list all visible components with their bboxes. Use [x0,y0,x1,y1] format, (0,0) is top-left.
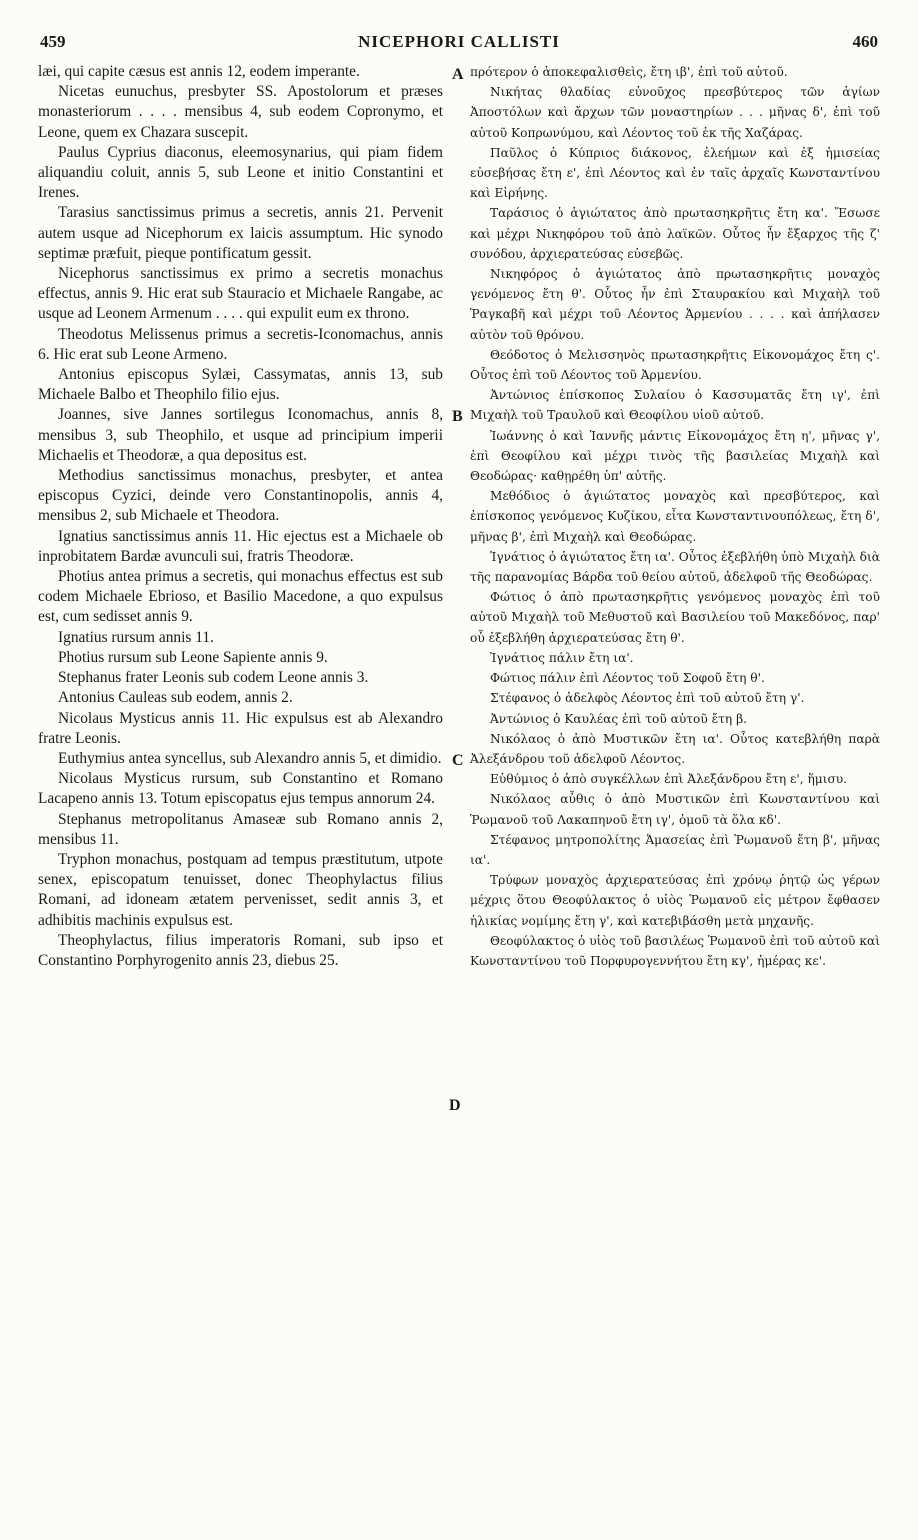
latin-paragraph: Tryphon monachus, postquam ad tempus præstitutum, utpote senex, episcopatum tenuisset, donec Theophylactus filius Romani, ad idoneam ætatem pervenisset, sedit annis 3, et adhibitis machinis expulsus est. [38,850,443,929]
greek-paragraph: Ἰγνάτιος ὁ ἁγιώτατος ἔτη ια'. Οὗτος ἐξεβλήθη ὑπὸ Μιχαὴλ διὰ τῆς παρανομίας Βάρδα τοῦ θείου αὐτοῦ, ἀδελφοῦ τῆς Θεοδώρας. [470,549,880,585]
latin-paragraph: Ignatius rursum annis 11. [58,628,214,646]
latin-paragraph: Antonius Cauleas sub eodem, annis 2. [58,689,293,707]
greek-paragraph: Φώτιος ὁ ἀπὸ πρωτασηκρῆτις γενόμενος μοναχὸς ἐπὶ τοῦ αὐτοῦ Μιχαὴλ τοῦ Μεθυστοῦ καὶ Βασιλείου τοῦ Μακεδόνος, παρ' οὗ ἐξεβλήθη ἀρχιερατεύσας ἔτη θ'. [470,590,880,645]
latin-paragraph: Nicetas eunuchus, presbyter SS. Apostolorum et præses monasteriorum . . . . mensibus 4, sub eodem Copronymo, et Leone, quem ex Chazara suscepit. [38,83,443,141]
greek-paragraph: Νικηφόρος ὁ ἁγιώτατος ἀπὸ πρωτασηκρῆτις μοναχὸς γενόμενος ἔτη θ'. Οὗτος ἦν ἐπὶ Σταυρακίου καὶ Μιχαὴλ τοῦ Ῥαγκαβῆ καὶ μέχρι τοῦ Λέοντος Ἀρμενίου . . . . καὶ ἀπήλασεν αὐτὸν τοῦ θρόνου. [470,267,880,342]
latin-paragraph: Ignatius sanctissimus annis 11. Hic ejectus est a Michaele ob inprobitatem Bardæ avunculi sui, fratris Theodoræ. [38,527,443,565]
greek-paragraph: Νικήτας θλαδίας εὐνοῦχος πρεσβύτερος τῶν ἁγίων Ἀποστόλων καὶ ἄρχων τῶν μοναστηρίων . . . μῆνας δ', ἐπὶ τοῦ αὐτοῦ Κοπρωνύμου, καὶ Λέοντος τοῦ ἐκ τῆς Χαζάρας. [470,85,880,140]
greek-paragraph: Φώτιος πάλιν ἐπὶ Λέοντος τοῦ Σοφοῦ ἔτη θ'. [490,671,765,686]
latin-paragraph: Nicolaus Mysticus annis 11. Hic expulsus est ab Alexandro fratre Leonis. [38,709,443,747]
greek-paragraph: Ταράσιος ὁ ἁγιώτατος ἀπὸ πρωτασηκρῆτις ἔτη κα'. Ἔσωσε καὶ μέχρι Νικηφόρου τοῦ ἀπὸ λαϊκῶν. Οὗτος ἦν ἔξαρχος τῆς ζ' συνόδου, ἀρχιερατεύσας εὐσεβῶς. [470,206,880,261]
page-number-right: 460 [852,32,878,51]
page-number-left: 459 [40,32,66,51]
greek-paragraph: Θεόδοτος ὁ Μελισσηνὸς πρωτασηκρῆτις Εἰκονομάχος ἔτη ς'. Οὗτος ἐπὶ τοῦ Λέοντος τοῦ Ἀρμενίου. [470,347,880,383]
greek-paragraph: Θεοφύλακτος ὁ υἱὸς τοῦ βασιλέως Ῥωμανοῦ ἐπὶ τοῦ αὐτοῦ καὶ Κωνσταντίνου τοῦ Πορφυρογεννήτου ἔτη κγ', ἡμέρας κε'. [470,933,880,968]
latin-paragraph: Theodotus Melissenus primus a secretis-Iconomachus, annis 6. Hic erat sub Leone Armeno. [38,325,443,363]
greek-paragraph: Στέφανος μητροπολίτης Ἀμασείας ἐπὶ Ῥωμανοῦ ἔτη β', μῆνας ια'. [470,832,880,867]
latin-column [38,62,443,971]
latin-paragraph: Paulus Cyprius diaconus, eleemosynarius, qui piam fidem aliquandiu coluit, annis 5, sub Leone et initio Constantini et Irenes. [38,143,443,202]
greek-paragraph: Παῦλος ὁ Κύπριος διάκονος, ἐλεήμων καὶ ἐξ ἡμισείας εὐσεβήσας ἔτη ε', ἐπὶ Λέοντος καὶ ἐν ταῖς ἀρχαῖς Κωνσταντίνου καὶ Εἰρήνης. [470,145,880,201]
greek-paragraph: Ἀντώνιος ὁ Καυλέας ἐπὶ τοῦ αὐτοῦ ἔτη β. [490,711,747,726]
latin-paragraph: Euthymius antea syncellus, sub Alexandro annis 5, et dimidio. [58,749,442,767]
latin-paragraph: Nicolaus Mysticus rursum, sub Constantino et Romano Lacapeno annis 13. Totum episcopatus ejus tempus annorum 24. [38,770,443,808]
latin-paragraph: Methodius sanctissimus monachus, presbyter, et antea episcopus Cyzici, deinde vero Constantinopolis, annis 4, mensibus 2, sub Michaele et Theodora. [38,467,443,525]
latin-paragraph: Nicephorus sanctissimus ex primo a secretis monachus effectus, annis 9. Hic erat sub Stauracio et Michaele Rangabe, ac usque ad Leonem Armenum . . . . qui expulit eum ex throno. [38,265,443,323]
greek-paragraph: Ἀντώνιος ἐπίσκοπος Συλαίου ὁ Κασσυματᾶς ἔτη ιγ', ἐπὶ Μιχαὴλ τοῦ Τραυλοῦ καὶ Θεοφίλου υἱοῦ αὐτοῦ. [470,388,880,423]
greek-paragraph: Ἰγνάτιος πάλιν ἔτη ια'. [490,650,634,665]
greek-paragraph: Νικόλαος ὁ ἀπὸ Μυστικῶν ἔτη ια'. Οὗτος κατεβλήθη παρὰ Ἀλεξάνδρου τοῦ ἀδελφοῦ Λέοντος. [470,731,880,766]
greek-paragraph: πρότερον ὁ ἀποκεφαλισθεὶς, ἔτη ιβ', ἐπὶ τοῦ αὐτοῦ. [470,65,788,79]
latin-paragraph: Photius antea primus a secretis, qui monachus effectus est sub codem Michaele Ebrioso, et Basilio Macedone, a quo expulsus est, cum sedisset annis 9. [38,568,443,626]
latin-paragraph: Antonius episcopus Sylæi, Cassymatas, annis 13, sub Michaele Balbo et Theophilo filio ejus. [38,366,443,404]
latin-paragraph: Tarasius sanctissimus primus a secretis, annis 21. Pervenit autem usque ad Nicephorum ex laicis assumptum. Hic synodo septimæ præfuit, pieque pontificatum gessit. [38,204,443,262]
section-marker-b: B [452,408,463,425]
running-title: NICEPHORI CALLISTI [358,32,560,51]
latin-paragraph: Joannes, sive Jannes sortilegus Iconomachus, annis 8, mensibus 3, sub Theophilo, et usque ad principium imperii Michaelis et Theodoræ, a qua depositus est. [38,406,443,464]
greek-paragraph: Στέφανος ὁ ἀδελφὸς Λέοντος ἐπὶ τοῦ αὐτοῦ ἔτη γ'. [490,691,805,706]
greek-paragraph: Τρύφων μοναχὸς ἀρχιερατεύσας ἐπὶ χρόνῳ ῥητῷ ὡς γέρων μέχρις ὅτου Θεοφύλακτος ὁ υἱὸς Ῥωμανοῦ εἰς μέτρον ἔφθασεν ἡλικίας νομίμης ἔτη γ', καὶ κατεβιβάσθη μετὰ μηχανῆς. [470,873,880,928]
section-marker-c: C [452,752,464,769]
latin-paragraph: Theophylactus, filius imperatoris Romani, sub ipso et Constantino Porphyrogenito annis 23, diebus 25. [38,931,443,969]
running-header [40,32,878,58]
latin-paragraph: læi, qui capite cæsus est annis 12, eodem imperante. [38,63,360,80]
section-marker-a: A [452,66,464,83]
latin-paragraph: Stephanus metropolitanus Amaseæ sub Romano annis 2, mensibus 11. [38,810,443,848]
greek-paragraph: Νικόλαος αὖθις ὁ ἀπὸ Μυστικῶν ἐπὶ Κωνσταντίνου καὶ Ῥωμανοῦ τοῦ Λακαπηνοῦ ἔτη ιγ', ὁμοῦ τὰ ὅλα κδ'. [470,792,880,827]
greek-paragraph: Ἰωάννης ὁ καὶ Ἰαννῆς μάντις Εἰκονομάχος ἔτη η', μῆνας γ', ἐπὶ Θεοφίλου καὶ μέχρι τινὸς τῆς βασιλείας Μιχαὴλ καὶ Θεοδώρας· καθῃρέθη ὑπ' αὐτῆς. [470,428,880,484]
greek-paragraph: Μεθόδιος ὁ ἁγιώτατος μοναχὸς καὶ πρεσβύτερος, καὶ ἐπίσκοπος γενόμενος Κυζίκου, εἶτα Κωνσταντινουπόλεως, ἔτη δ', μῆνας β', ἐπὶ Μιχαὴλ καὶ Θεοδώρας. [470,489,880,544]
greek-column [470,62,880,971]
section-marker-d: D [449,1097,461,1114]
latin-paragraph: Stephanus frater Leonis sub codem Leone annis 3. [58,669,369,687]
greek-paragraph: Εὐθύμιος ὁ ἀπὸ συγκέλλων ἐπὶ Ἀλεξάνδρου ἔτη ε', ἥμισυ. [490,772,848,787]
latin-paragraph: Photius rursum sub Leone Sapiente annis 9. [58,648,328,666]
